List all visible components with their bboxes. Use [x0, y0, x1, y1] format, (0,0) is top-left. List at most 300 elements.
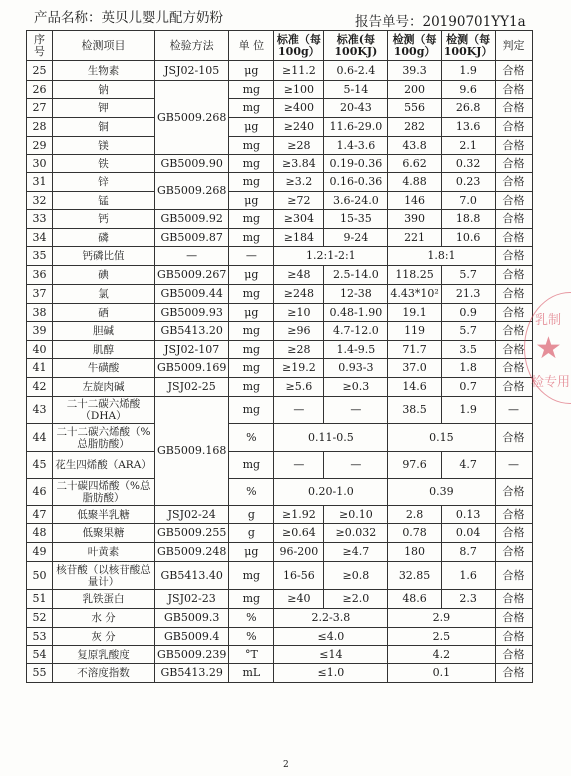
test-method: JSJ02-24 [155, 506, 229, 524]
test-per-100kj: 13.6 [441, 118, 495, 137]
standard-per-100kj: 20-43 [324, 99, 388, 118]
row-number: 32 [27, 192, 53, 210]
test-value: 2.9 [388, 609, 495, 628]
verdict: 合格 [495, 81, 532, 99]
verdict: 合格 [495, 61, 532, 81]
test-per-100g: 43.8 [388, 137, 441, 155]
standard-per-100kj: ≥0.10 [324, 506, 388, 524]
item-name: 叶黄素 [53, 543, 155, 562]
test-method: JSJ02-25 [155, 378, 229, 397]
row-number: 27 [27, 99, 53, 118]
verdict: — [495, 397, 532, 424]
row-number: 26 [27, 81, 53, 99]
verdict: 合格 [495, 378, 532, 397]
standard-value: ≤1.0 [274, 664, 388, 683]
unit: — [229, 247, 274, 266]
verdict: — [495, 452, 532, 479]
unit: mg [229, 359, 274, 378]
standard-per-100kj: 12-38 [324, 285, 388, 304]
standard-per-100g: ≥19.2 [274, 359, 324, 378]
verdict: 合格 [495, 424, 532, 452]
item-name: 硒 [53, 304, 155, 322]
row-number: 45 [27, 452, 53, 479]
product-line [34, 6, 223, 26]
table-row [27, 378, 533, 397]
verdict: 合格 [495, 646, 532, 664]
verdict: 合格 [495, 266, 532, 285]
standard-per-100g: ≥0.64 [274, 524, 324, 543]
test-per-100kj: 4.7 [441, 452, 495, 479]
col-seq: 序号 [27, 31, 53, 61]
table-row [27, 210, 533, 229]
item-name: 钙 [53, 210, 155, 229]
item-name: 肌醇 [53, 341, 155, 359]
table-row [27, 543, 533, 562]
test-per-100kj: 0.32 [441, 155, 495, 173]
table-row [27, 628, 533, 646]
item-name: 锌 [53, 173, 155, 192]
standard-per-100kj: ≥0.032 [324, 524, 388, 543]
standard-per-100g: 16-56 [274, 562, 324, 590]
test-per-100kj: 9.6 [441, 81, 495, 99]
standard-per-100g: ≥304 [274, 210, 324, 229]
item-name: 生物素 [53, 61, 155, 81]
unit: g [229, 524, 274, 543]
unit: mg [229, 562, 274, 590]
test-per-100kj: 5.7 [441, 322, 495, 341]
row-number: 51 [27, 590, 53, 609]
unit: μg [229, 266, 274, 285]
row-number: 39 [27, 322, 53, 341]
test-method: JSJ02-23 [155, 590, 229, 609]
test-per-100g: 39.3 [388, 61, 441, 81]
test-per-100kj: 1.9 [441, 397, 495, 424]
item-name: 镁 [53, 137, 155, 155]
item-name: 复原乳酸度 [53, 646, 155, 664]
standard-per-100kj: 1.4-9.5 [324, 341, 388, 359]
row-number: 42 [27, 378, 53, 397]
unit: % [229, 628, 274, 646]
test-per-100kj: 26.8 [441, 99, 495, 118]
col-unit: 单 位 [229, 31, 274, 61]
row-number: 44 [27, 424, 53, 452]
unit: mg [229, 155, 274, 173]
unit: mg [229, 590, 274, 609]
standard-value: 0.20-1.0 [274, 479, 388, 506]
test-value: 0.39 [388, 479, 495, 506]
test-method: GB5009.3 [155, 609, 229, 628]
item-name: 磷 [53, 229, 155, 247]
standard-per-100kj: ≥0.8 [324, 562, 388, 590]
unit: mg [229, 210, 274, 229]
item-name: 花生四烯酸（ARA） [53, 452, 155, 479]
test-per-100kj: 7.0 [441, 192, 495, 210]
table-row [27, 397, 533, 424]
test-per-100g: 38.5 [388, 397, 441, 424]
standard-value: 0.11-0.5 [274, 424, 388, 452]
test-per-100g: 118.25 [388, 266, 441, 285]
unit: mg [229, 137, 274, 155]
test-value: 1.8:1 [388, 247, 495, 266]
test-per-100kj: 0.04 [441, 524, 495, 543]
row-number: 31 [27, 173, 53, 192]
test-per-100g: 0.78 [388, 524, 441, 543]
verdict: 合格 [495, 543, 532, 562]
table-row [27, 155, 533, 173]
test-method: GB5413.40 [155, 562, 229, 590]
test-value: 0.1 [388, 664, 495, 683]
item-name: 锰 [53, 192, 155, 210]
standard-per-100g: ≥72 [274, 192, 324, 210]
col-item: 检测项目 [53, 31, 155, 61]
standard-per-100kj: 4.7-12.0 [324, 322, 388, 341]
table-row [27, 61, 533, 81]
table-row [27, 341, 533, 359]
test-per-100g: 390 [388, 210, 441, 229]
col-verdict: 判定 [495, 31, 532, 61]
table-row [27, 247, 533, 266]
item-name: 灰 分 [53, 628, 155, 646]
standard-value: ≤14 [274, 646, 388, 664]
table-row [27, 304, 533, 322]
row-number: 28 [27, 118, 53, 137]
table-row [27, 137, 533, 155]
unit: mg [229, 341, 274, 359]
unit: % [229, 479, 274, 506]
unit: mg [229, 173, 274, 192]
table-row [27, 479, 533, 506]
item-name: 不溶度指数 [53, 664, 155, 683]
test-per-100kj: 0.9 [441, 304, 495, 322]
test-method: — [155, 247, 229, 266]
item-name: 钾 [53, 99, 155, 118]
standard-per-100kj: ≥0.3 [324, 378, 388, 397]
standard-per-100g: ≥3.84 [274, 155, 324, 173]
item-name: 左旋肉碱 [53, 378, 155, 397]
standard-per-100kj: — [324, 452, 388, 479]
table-row [27, 322, 533, 341]
verdict: 合格 [495, 229, 532, 247]
row-number: 40 [27, 341, 53, 359]
test-value: 2.5 [388, 628, 495, 646]
unit: % [229, 609, 274, 628]
test-per-100g: 37.0 [388, 359, 441, 378]
standard-per-100g: ≥48 [274, 266, 324, 285]
standard-per-100g: ≥3.2 [274, 173, 324, 192]
standard-per-100kj: 0.19-0.36 [324, 155, 388, 173]
table-row [27, 81, 533, 99]
row-number: 37 [27, 285, 53, 304]
test-per-100g: 119 [388, 322, 441, 341]
page-number: 2 [283, 760, 289, 770]
row-number: 54 [27, 646, 53, 664]
verdict: 合格 [495, 99, 532, 118]
standard-per-100g: ≥96 [274, 322, 324, 341]
table-row [27, 285, 533, 304]
row-number: 43 [27, 397, 53, 424]
test-per-100kj: 1.8 [441, 359, 495, 378]
standard-per-100g: ≥10 [274, 304, 324, 322]
standard-per-100g: ≥240 [274, 118, 324, 137]
unit: μg [229, 61, 274, 81]
standard-per-100kj: ≥2.0 [324, 590, 388, 609]
report-line [355, 10, 526, 30]
test-results-table [26, 30, 533, 683]
report-label: 报告单号： [355, 14, 423, 30]
test-per-100kj: 0.7 [441, 378, 495, 397]
verdict: 合格 [495, 155, 532, 173]
test-method: GB5009.93 [155, 304, 229, 322]
table-row [27, 266, 533, 285]
table-row [27, 452, 533, 479]
table-body [27, 61, 533, 683]
test-per-100g: 48.6 [388, 590, 441, 609]
test-per-100g: 97.6 [388, 452, 441, 479]
table-row [27, 524, 533, 543]
standard-per-100kj: ≥4.7 [324, 543, 388, 562]
table-row [27, 229, 533, 247]
test-per-100g: 180 [388, 543, 441, 562]
row-number: 48 [27, 524, 53, 543]
item-name: 钙磷比值 [53, 247, 155, 266]
standard-per-100kj: 0.6-2.4 [324, 61, 388, 81]
test-per-100kj: 1.6 [441, 562, 495, 590]
standard-per-100kj: 0.16-0.36 [324, 173, 388, 192]
item-name: 二十碳四烯酸（%总脂肪酸） [53, 479, 155, 506]
item-name: 乳铁蛋白 [53, 590, 155, 609]
standard-per-100g: ≥1.92 [274, 506, 324, 524]
unit: mg [229, 397, 274, 424]
test-method: JSJ02-107 [155, 341, 229, 359]
test-per-100kj: 2.3 [441, 590, 495, 609]
report-number: 20190701YY1a [422, 14, 526, 30]
verdict: 合格 [495, 247, 532, 266]
standard-per-100kj: 0.48-1.90 [324, 304, 388, 322]
test-method: GB5009.255 [155, 524, 229, 543]
col-test-100kj: 检测（每100KJ） [441, 31, 495, 61]
row-number: 52 [27, 609, 53, 628]
verdict: 合格 [495, 137, 532, 155]
table-row [27, 99, 533, 118]
row-number: 50 [27, 562, 53, 590]
unit: % [229, 424, 274, 452]
item-name: 氯 [53, 285, 155, 304]
standard-per-100g: ≥5.6 [274, 378, 324, 397]
table-row [27, 118, 533, 137]
verdict: 合格 [495, 304, 532, 322]
test-method: GB5009.44 [155, 285, 229, 304]
item-name: 水 分 [53, 609, 155, 628]
item-name: 碘 [53, 266, 155, 285]
row-number: 38 [27, 304, 53, 322]
test-method: GB5009.268 [155, 81, 229, 155]
standard-per-100g: — [274, 397, 324, 424]
product-name: 英贝儿婴儿配方奶粉 [101, 10, 223, 26]
unit: mg [229, 452, 274, 479]
verdict: 合格 [495, 341, 532, 359]
test-method: GB5009.92 [155, 210, 229, 229]
standard-value: 1.2:1-2:1 [274, 247, 388, 266]
row-number: 55 [27, 664, 53, 683]
unit: μg [229, 543, 274, 562]
unit: °T [229, 646, 274, 664]
item-name: 铜 [53, 118, 155, 137]
standard-per-100kj: 0.93-3 [324, 359, 388, 378]
test-per-100g: 200 [388, 81, 441, 99]
test-per-100kj: 21.3 [441, 285, 495, 304]
row-number: 53 [27, 628, 53, 646]
standard-per-100g: — [274, 452, 324, 479]
unit: mg [229, 285, 274, 304]
verdict: 合格 [495, 524, 532, 543]
verdict: 合格 [495, 322, 532, 341]
unit: mg [229, 322, 274, 341]
standard-per-100g: ≥400 [274, 99, 324, 118]
unit: mg [229, 229, 274, 247]
row-number: 34 [27, 229, 53, 247]
test-per-100kj: 3.5 [441, 341, 495, 359]
item-name: 二十二碳六烯酸（%总脂肪酸） [53, 424, 155, 452]
test-method: GB5413.29 [155, 664, 229, 683]
row-number: 35 [27, 247, 53, 266]
test-per-100g: 146 [388, 192, 441, 210]
standard-per-100g: ≥100 [274, 81, 324, 99]
verdict: 合格 [495, 562, 532, 590]
verdict: 合格 [495, 628, 532, 646]
row-number: 29 [27, 137, 53, 155]
unit: g [229, 506, 274, 524]
row-number: 46 [27, 479, 53, 506]
test-per-100kj: 10.6 [441, 229, 495, 247]
item-name: 低聚果糖 [53, 524, 155, 543]
test-per-100g: 14.6 [388, 378, 441, 397]
unit: mg [229, 378, 274, 397]
verdict: 合格 [495, 210, 532, 229]
standard-per-100kj: 1.4-3.6 [324, 137, 388, 155]
verdict: 合格 [495, 664, 532, 683]
item-name: 核苷酸（以核苷酸总量计） [53, 562, 155, 590]
test-per-100g: 4.43*10² [388, 285, 441, 304]
item-name: 二十二碳六烯酸（DHA） [53, 397, 155, 424]
standard-per-100g: 96-200 [274, 543, 324, 562]
table-row [27, 173, 533, 192]
col-std-100g: 标准（每100g） [274, 31, 324, 61]
table-row [27, 506, 533, 524]
standard-per-100kj: — [324, 397, 388, 424]
test-method: GB5009.267 [155, 266, 229, 285]
standard-per-100g: ≥248 [274, 285, 324, 304]
table-row [27, 664, 533, 683]
unit: mg [229, 99, 274, 118]
test-per-100kj: 0.13 [441, 506, 495, 524]
test-per-100kj: 0.23 [441, 173, 495, 192]
verdict: 合格 [495, 173, 532, 192]
test-per-100kj: 8.7 [441, 543, 495, 562]
test-per-100kj: 1.9 [441, 61, 495, 81]
item-name: 铁 [53, 155, 155, 173]
verdict: 合格 [495, 590, 532, 609]
standard-per-100kj: 9-24 [324, 229, 388, 247]
standard-per-100g: ≥28 [274, 341, 324, 359]
table-header-row [27, 31, 533, 61]
test-method: GB5009.4 [155, 628, 229, 646]
standard-value: ≤4.0 [274, 628, 388, 646]
col-std-100kj: 标准(每100KJ) [324, 31, 388, 61]
row-number: 30 [27, 155, 53, 173]
test-per-100kj: 18.8 [441, 210, 495, 229]
standard-per-100kj: 5-14 [324, 81, 388, 99]
unit: μg [229, 304, 274, 322]
standard-per-100kj: 3.6-24.0 [324, 192, 388, 210]
verdict: 合格 [495, 506, 532, 524]
row-number: 36 [27, 266, 53, 285]
test-per-100kj: 5.7 [441, 266, 495, 285]
item-name: 低聚半乳糖 [53, 506, 155, 524]
seal-text-top: 乳制 [535, 313, 562, 328]
unit: μg [229, 192, 274, 210]
table-row [27, 609, 533, 628]
row-number: 33 [27, 210, 53, 229]
row-number: 41 [27, 359, 53, 378]
row-number: 47 [27, 506, 53, 524]
verdict: 合格 [495, 285, 532, 304]
standard-value: 2.2-3.8 [274, 609, 388, 628]
test-method: GB5009.239 [155, 646, 229, 664]
unit: mg [229, 81, 274, 99]
test-per-100g: 282 [388, 118, 441, 137]
test-per-100g: 71.7 [388, 341, 441, 359]
test-method: GB5009.168 [155, 397, 229, 506]
test-per-100kj: 2.1 [441, 137, 495, 155]
test-value: 0.15 [388, 424, 495, 452]
verdict: 合格 [495, 479, 532, 506]
test-per-100g: 2.8 [388, 506, 441, 524]
row-number: 49 [27, 543, 53, 562]
test-method: GB5009.268 [155, 173, 229, 210]
table-row [27, 359, 533, 378]
test-method: JSJ02-105 [155, 61, 229, 81]
standard-per-100g: ≥184 [274, 229, 324, 247]
verdict: 合格 [495, 359, 532, 378]
standard-per-100kj: 2.5-14.0 [324, 266, 388, 285]
test-per-100g: 556 [388, 99, 441, 118]
page-header [0, 0, 571, 30]
item-name: 钠 [53, 81, 155, 99]
table-row [27, 562, 533, 590]
star-icon: ★ [535, 331, 562, 366]
test-value: 4.2 [388, 646, 495, 664]
unit: mL [229, 664, 274, 683]
verdict: 合格 [495, 192, 532, 210]
table-row [27, 192, 533, 210]
test-method: GB5009.169 [155, 359, 229, 378]
test-per-100g: 32.85 [388, 562, 441, 590]
test-per-100g: 19.1 [388, 304, 441, 322]
test-per-100g: 221 [388, 229, 441, 247]
verdict: 合格 [495, 118, 532, 137]
item-name: 胆碱 [53, 322, 155, 341]
unit: μg [229, 118, 274, 137]
item-name: 牛磺酸 [53, 359, 155, 378]
verdict: 合格 [495, 609, 532, 628]
test-method: GB5009.90 [155, 155, 229, 173]
col-test-100g: 检测（每100g） [388, 31, 441, 61]
product-label: 产品名称： [34, 10, 102, 26]
standard-per-100g: ≥11.2 [274, 61, 324, 81]
standard-per-100g: ≥40 [274, 590, 324, 609]
test-per-100g: 4.88 [388, 173, 441, 192]
col-method: 检验方法 [155, 31, 229, 61]
